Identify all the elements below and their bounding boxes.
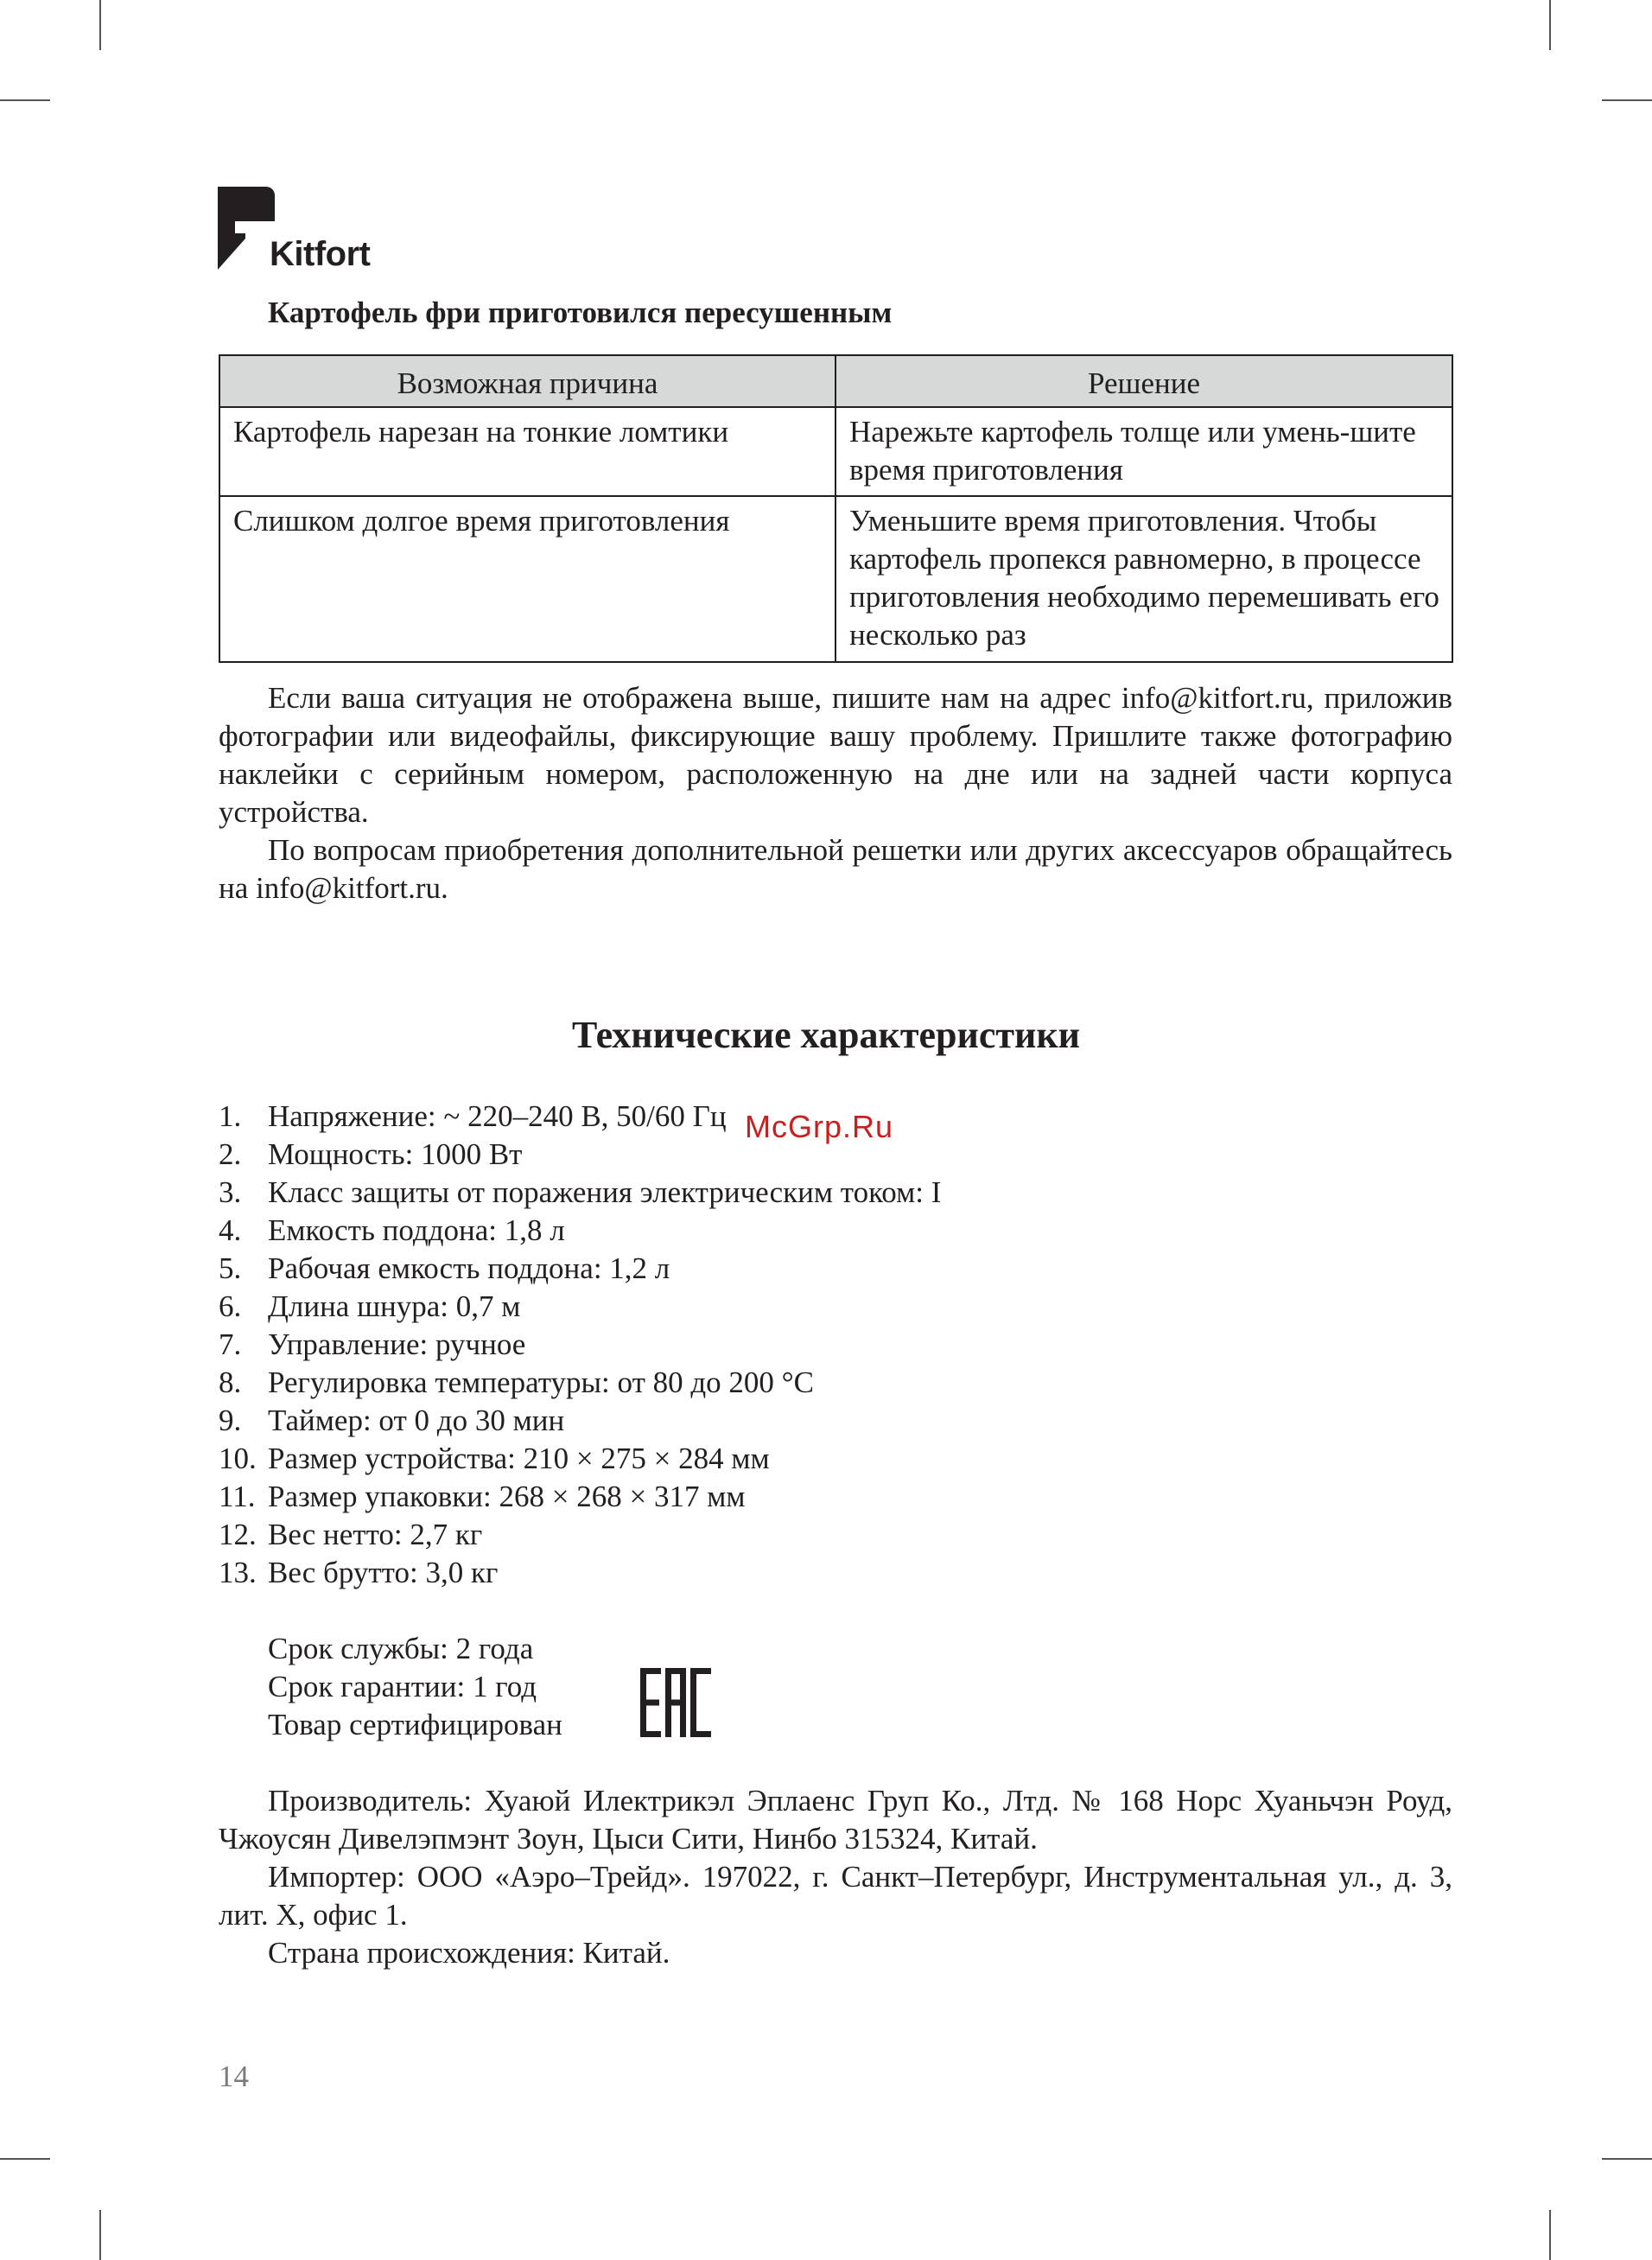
- contact-paragraph: Если ваша ситуация не отображена выше, пишите нам на адрес info@kitfort.ru, приложив фотографии или видеофайлы, фиксирующие вашу проблему. Пришлите также фотографию наклейки с серийным номером, расположенную на дне или на задней части корпуса устройства.: [219, 681, 1452, 829]
- crop-mark-bottom-right: [1549, 2210, 1551, 2260]
- cause-cell: Слишком долгое время приготовления: [219, 496, 836, 662]
- list-item: 7. Управление: ручное: [219, 1327, 526, 1361]
- specs-list: [219, 1098, 941, 1592]
- table-row: [219, 496, 1452, 662]
- list-item: 11. Размер упаковки: 268 × 268 × 317 мм: [219, 1480, 746, 1513]
- solution-cell: Нарежьте картофель толще или умень-шите время приготовления: [836, 407, 1452, 496]
- service-lifetime: Срок службы: 2 года: [268, 1632, 534, 1665]
- troubleshooting-table: [219, 354, 1453, 663]
- kitfort-logo-icon: [218, 187, 275, 270]
- list-item: 4. Емкость поддона: 1,8 л: [219, 1213, 565, 1247]
- crop-mark-left-top: [0, 99, 50, 101]
- manufacturer-info: Производитель: Хуаюй Илектрикэл Эплаенс Груп Ко., Лтд. № 168 Норс Хуаньчэн Роуд, Чжоусян Дивелэпмэнт Зоун, Цыси Сити, Нинбо 315324, Китай.: [219, 1784, 1452, 1856]
- crop-mark-left-bottom: [0, 2158, 50, 2160]
- cause-cell: Картофель нарезан на тонкие ломтики: [219, 407, 836, 496]
- list-item: 3. Класс защиты от поражения электрическим током: I: [219, 1175, 942, 1209]
- accessories-paragraph: По вопросам приобретения дополнительной решетки или других аксессуаров обращайтесь на info@kitfort.ru.: [219, 833, 1452, 905]
- troubleshooting-title: Картофель фри приготовился пересушенным: [268, 296, 893, 329]
- eac-mark-icon: [640, 1668, 711, 1737]
- certification-note: Товар сертифицирован: [268, 1708, 562, 1741]
- list-item: 10. Размер устройства: 210 × 275 × 284 мм: [219, 1442, 770, 1475]
- service-info: [268, 1630, 562, 1744]
- warranty-period: Срок гарантии: 1 год: [268, 1670, 537, 1703]
- list-item: 9. Таймер: от 0 до 30 мин: [219, 1404, 565, 1437]
- list-item: 8. Регулировка температуры: от 80 до 200 °C: [219, 1366, 815, 1399]
- list-item: 13. Вес брутто: 3,0 кг: [219, 1556, 499, 1589]
- table-row: [219, 407, 1452, 496]
- column-header-cause: Возможная причина: [219, 355, 836, 407]
- column-header-solution: Решение: [836, 355, 1452, 407]
- list-item: 5. Рабочая емкость поддона: 1,2 л: [219, 1251, 670, 1285]
- page-number: 14: [219, 2059, 249, 2093]
- crop-mark-right-top: [1602, 99, 1652, 101]
- country-of-origin: Страна происхождения: Китай.: [268, 1936, 670, 1970]
- specs-title: Технические характеристики: [571, 1014, 1081, 1056]
- crop-mark-top-right: [1549, 0, 1551, 50]
- list-item: 1. Напряжение: ~ 220–240 В, 50/60 Гц: [219, 1099, 727, 1133]
- table-header-row: [219, 355, 1452, 407]
- list-item: 2. Мощность: 1000 Вт: [219, 1137, 523, 1171]
- crop-mark-bottom-left: [99, 2210, 101, 2260]
- list-item: 12. Вес нетто: 2,7 кг: [219, 1518, 483, 1551]
- list-item: 6. Длина шнура: 0,7 м: [219, 1289, 521, 1323]
- crop-mark-top-left: [99, 0, 101, 50]
- importer-info: Импортер: ООО «Аэро–Трейд». 197022, г. Санкт–Петербург, Инструментальная ул., д. 3, лит. Х, офис 1.: [219, 1860, 1452, 1932]
- solution-cell: Уменьшите время приготовления. Чтобы картофель пропекся равномерно, в процессе приготовления необходимо перемешивать его несколько раз: [836, 496, 1452, 662]
- crop-mark-right-bottom: [1602, 2158, 1652, 2160]
- brand-logo-text: Kitfort: [270, 235, 371, 273]
- watermark: McGrp.Ru: [745, 1109, 894, 1144]
